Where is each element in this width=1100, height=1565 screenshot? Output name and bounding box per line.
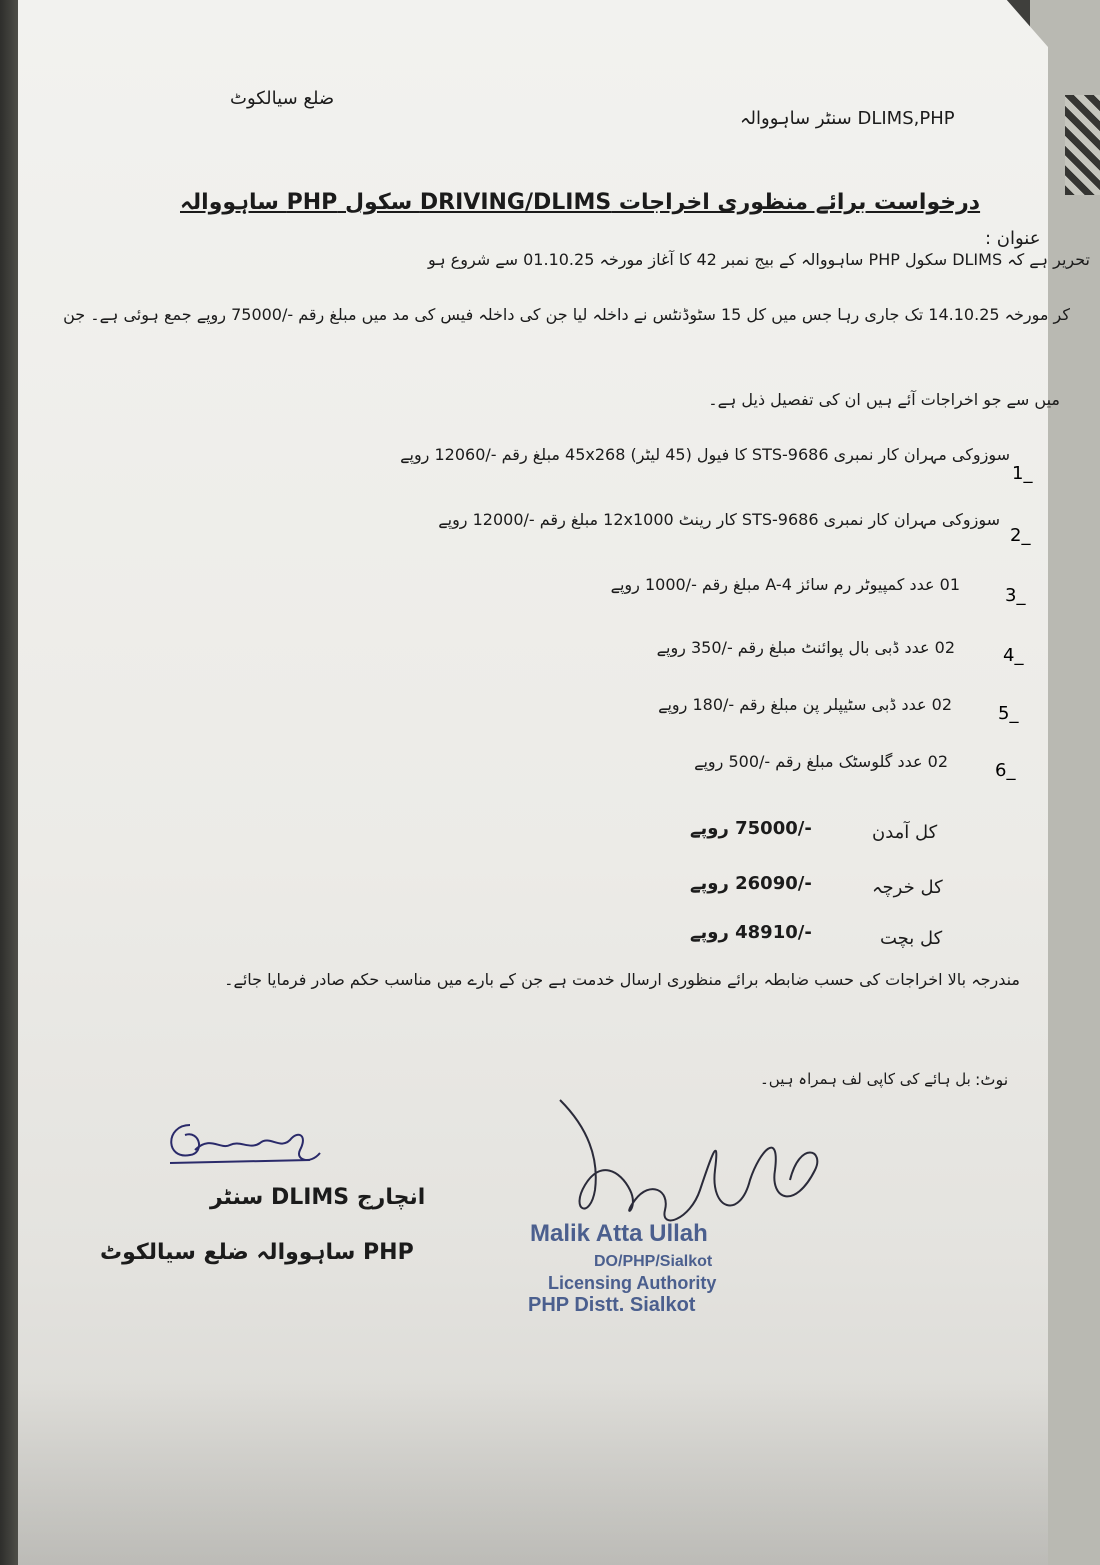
district-heading: ضلع سیالکوٹ [230,88,335,109]
expense-item-1-number: 1_ [1012,463,1033,484]
body-line-2: کر مورخہ 14.10.25 تک جاری رہا جس میں کل 15 سٹوڈنٹس نے داخلہ لیا جن کی داخلہ فیس کی مد میں مبلغ رقم -/75000 روپے جمع ہوئی ہے۔ جن [63,305,1070,324]
stamp-name: Malik Atta Ullah [530,1220,708,1247]
note-label: نوٹ: [975,1070,1009,1089]
stamp-office: PHP Distt. Sialkot [528,1294,696,1316]
expense-item-2-number: 2_ [1010,525,1031,546]
total-expense-label: کل خرچہ [872,877,943,898]
expense-item-4: 02 عدد ڈبی بال پوائنٹ مبلغ رقم -/350 روپے [656,638,955,657]
body-line-3: میں سے جو اخراجات آئے ہیں ان کی تفصیل ذیل ہے۔ [708,390,1060,409]
expense-item-5: 02 عدد ڈبی سٹیپلر پن مبلغ رقم -/180 روپے [658,695,952,714]
total-savings-value: -/48910 روپے [690,922,812,943]
note-text: بل ہائے کی کاپی لف ہمراہ ہیں۔ [760,1070,971,1088]
incharge-line-1: انچارج DLIMS سنٹر [210,1185,426,1210]
center-heading: DLIMS,PHP سنٹر ساہووالہ [740,108,955,129]
total-savings-label: کل بچت [880,928,943,949]
total-income-value: -/75000 روپے [690,818,812,839]
incharge-line-2: PHP ساہووالہ ضلع سیالکوٹ [100,1240,414,1265]
expense-item-3-number: 3_ [1005,585,1026,606]
closing-paragraph: مندرجہ بالا اخراجات کی حسب ضابطہ برائے منظوری ارسال خدمت ہے جن کے بارے میں مناسب حکم صادر فرمایا جائے۔ [224,970,1020,989]
incharge-signature [160,1105,330,1180]
expense-item-6: 02 عدد گلوسٹک مبلغ رقم -/500 روپے [694,752,948,771]
expense-item-3: 01 عدد کمپیوٹر رم سائز A-4 مبلغ رقم -/1000 روپے [610,575,960,594]
stamp-designation: DO/PHP/Sialkot [594,1253,713,1270]
total-expense-value: -/26090 روپے [690,873,812,894]
expense-item-1: سوزوکی مہران کار نمبری STS-9686 کا فیول (45 لیٹر) 45x268 مبلغ رقم -/12060 روپے [400,445,1010,464]
subject-text: درخواست برائے منظوری اخراجات DRIVING/DLIMS سکول PHP ساہووالہ [180,190,981,215]
stamp-authority: Licensing Authority [548,1273,717,1293]
document-page [18,0,1048,1565]
expense-item-5-number: 5_ [998,703,1019,724]
expense-item-2: سوزوکی مہران کار نمبری STS-9686 کار رینٹ 12x1000 مبلغ رقم -/12000 روپے [438,510,1000,529]
background-pattern [1065,95,1100,195]
body-line-1: تحریر ہے کہ DLIMS سکول PHP ساہووالہ کے بیج نمبر 42 کا آغاز مورخہ 01.10.25 سے شروع ہو [427,250,1090,269]
total-income-label: کل آمدن [872,822,938,843]
expense-item-4-number: 4_ [1003,645,1024,666]
expense-item-6-number: 6_ [995,760,1016,781]
subject-label: عنوان : [985,228,1041,249]
page-shadow [18,1380,1048,1565]
